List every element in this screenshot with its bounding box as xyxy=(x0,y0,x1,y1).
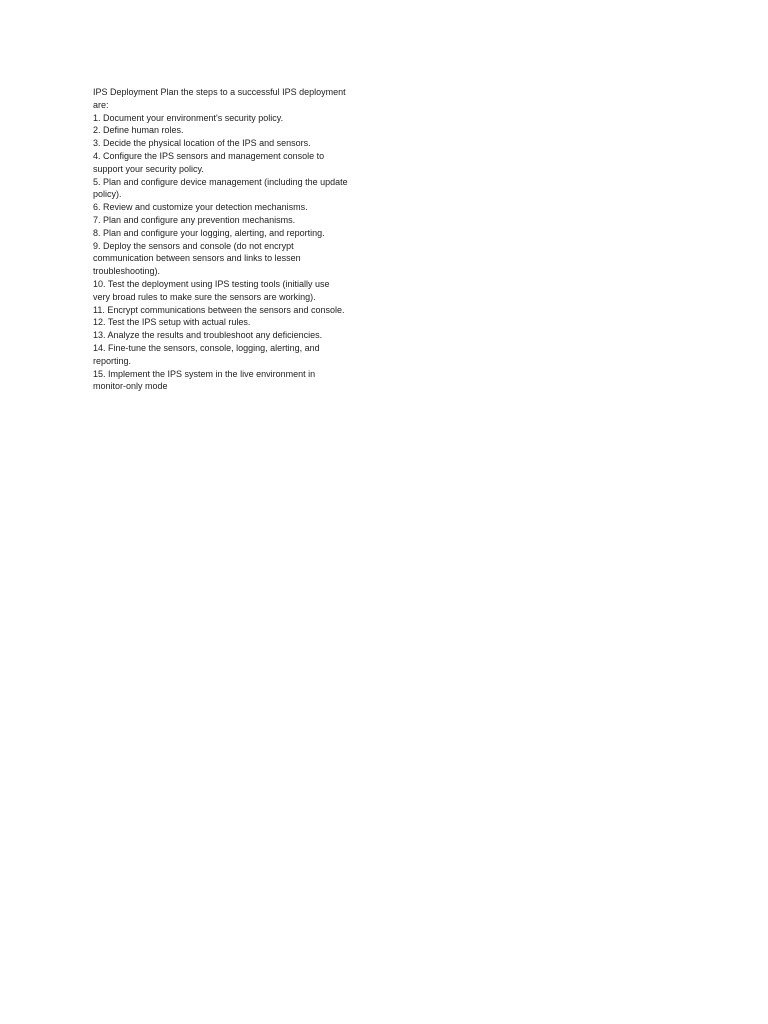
text-line: 13. Analyze the results and troubleshoot any deficiencies. xyxy=(93,330,323,341)
text-line: monitor-only mode xyxy=(93,381,168,392)
text-line: 8. Plan and configure your logging, alerting, and reporting. xyxy=(93,227,325,238)
text-line: 6. Review and customize your detection mechanisms. xyxy=(93,202,308,213)
text-line: policy). xyxy=(93,189,122,200)
document-text xyxy=(93,86,373,393)
text-line: 15. Implement the IPS system in the live environment in xyxy=(93,368,316,379)
text-line: 14. Fine-tune the sensors, console, logging, alerting, and xyxy=(93,342,320,353)
text-line: communication between sensors and links to lessen xyxy=(93,253,301,264)
text-line: 7. Plan and configure any prevention mechanisms. xyxy=(93,214,296,225)
text-line: troubleshooting). xyxy=(93,266,161,277)
text-line: support your security policy. xyxy=(93,163,204,174)
text-line: very broad rules to make sure the sensors are working). xyxy=(93,291,316,302)
text-line: 10. Test the deployment using IPS testing tools (initially use xyxy=(93,278,330,289)
text-line: reporting. xyxy=(93,355,132,366)
text-line: 2. Define human roles. xyxy=(93,125,184,136)
text-line: IPS Deployment Plan the steps to a successful IPS deployment xyxy=(93,87,346,97)
text-line: 4. Configure the IPS sensors and management console to xyxy=(93,150,325,161)
text-line: 5. Plan and configure device management (including the update xyxy=(93,176,348,187)
text-line: 12. Test the IPS setup with actual rules. xyxy=(93,317,251,328)
text-line: 11. Encrypt communications between the sensors and console. xyxy=(93,304,345,315)
text-line: are: xyxy=(93,99,109,110)
text-line: 1. Document your environment's security policy. xyxy=(93,112,284,123)
text-line: 9. Deploy the sensors and console (do not encrypt xyxy=(93,240,294,251)
text-line: 3. Decide the physical location of the IPS and sensors. xyxy=(93,138,311,149)
